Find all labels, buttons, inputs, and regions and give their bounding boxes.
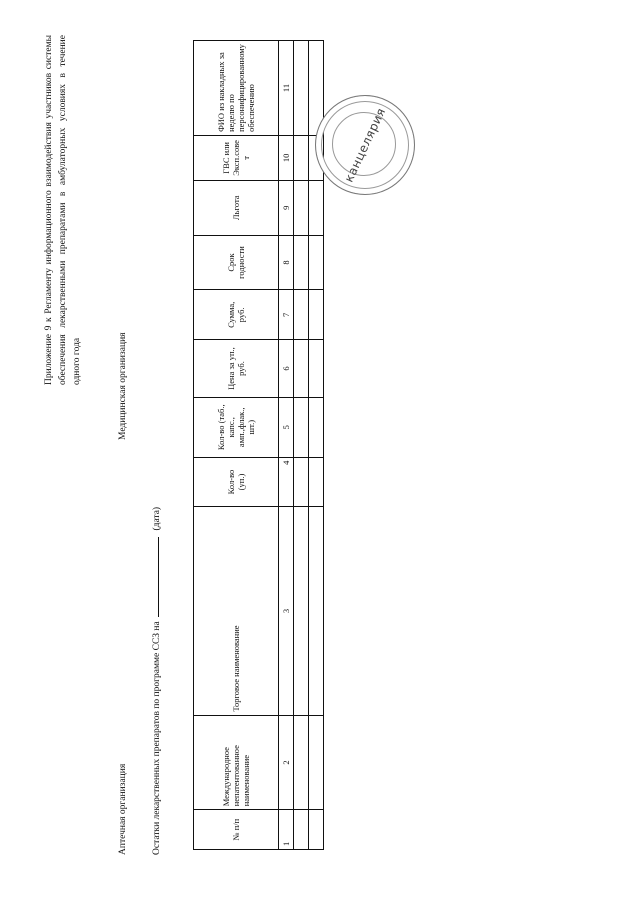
col-header: Кол-во (уп.)	[194, 457, 279, 507]
date-label: (дата)	[152, 506, 162, 531]
col-header: ГВС или Эксп.сове т	[194, 135, 279, 180]
table-number-row	[279, 41, 294, 850]
table-cell	[309, 340, 324, 398]
col-header: Сумма, руб.	[194, 290, 279, 340]
table-cell	[309, 457, 324, 507]
col-number: 7	[279, 290, 294, 340]
stamp-text: канцелярия	[341, 105, 389, 185]
report-title-text: Остатки лекарственных препаратов по программе ССЗ на	[152, 621, 162, 855]
office-stamp	[315, 95, 415, 195]
col-number: 6	[279, 340, 294, 398]
table-cell	[294, 41, 309, 136]
date-blank-line	[148, 537, 159, 617]
pharmacy-organization-label: Аптечная организация	[118, 763, 128, 855]
col-header: Торговое наименование	[194, 507, 279, 715]
table-cell	[294, 180, 309, 235]
table-cell	[309, 507, 324, 715]
table-cell	[294, 457, 309, 507]
col-number: 2	[279, 715, 294, 810]
medical-organization-label: Медицинская организация	[118, 332, 128, 440]
table-cell	[294, 715, 309, 810]
table-cell	[309, 180, 324, 235]
table-cell	[294, 340, 309, 398]
table-cell	[294, 397, 309, 457]
table-cell	[294, 290, 309, 340]
col-header: Цена за уп., руб.	[194, 340, 279, 398]
appendix-header: Приложение 9 к Регламенту информационного взаимодействия участников системы обеспечения лекарственными препаратами в амбулаторных условиях в течение одного года	[44, 35, 82, 385]
col-number: 8	[279, 235, 294, 290]
col-header: № п/п	[194, 810, 279, 850]
col-header: Срок годности	[194, 235, 279, 290]
col-number: 10	[279, 135, 294, 180]
col-number: 1	[279, 810, 294, 850]
col-header: Международное непатентованное наименование	[194, 715, 279, 810]
col-number: 11	[279, 41, 294, 136]
col-number: 5	[279, 397, 294, 457]
col-header: ФИО из накладных за неделю по персонифицированному обеспечению	[194, 41, 279, 136]
col-number: 3	[279, 507, 294, 715]
report-title	[148, 507, 162, 855]
col-header: Кол-во (таб., капс., амп.,флак., шт.)	[194, 397, 279, 457]
table-cell	[309, 715, 324, 810]
table-cell	[309, 290, 324, 340]
table-cell	[309, 810, 324, 850]
col-header: Льгота	[194, 180, 279, 235]
table-header-row	[194, 41, 279, 850]
table-cell	[309, 397, 324, 457]
table-cell	[309, 235, 324, 290]
col-number: 4	[279, 457, 294, 507]
table-cell	[294, 810, 309, 850]
col-number: 9	[279, 180, 294, 235]
table-cell	[294, 507, 309, 715]
table-cell	[294, 235, 309, 290]
